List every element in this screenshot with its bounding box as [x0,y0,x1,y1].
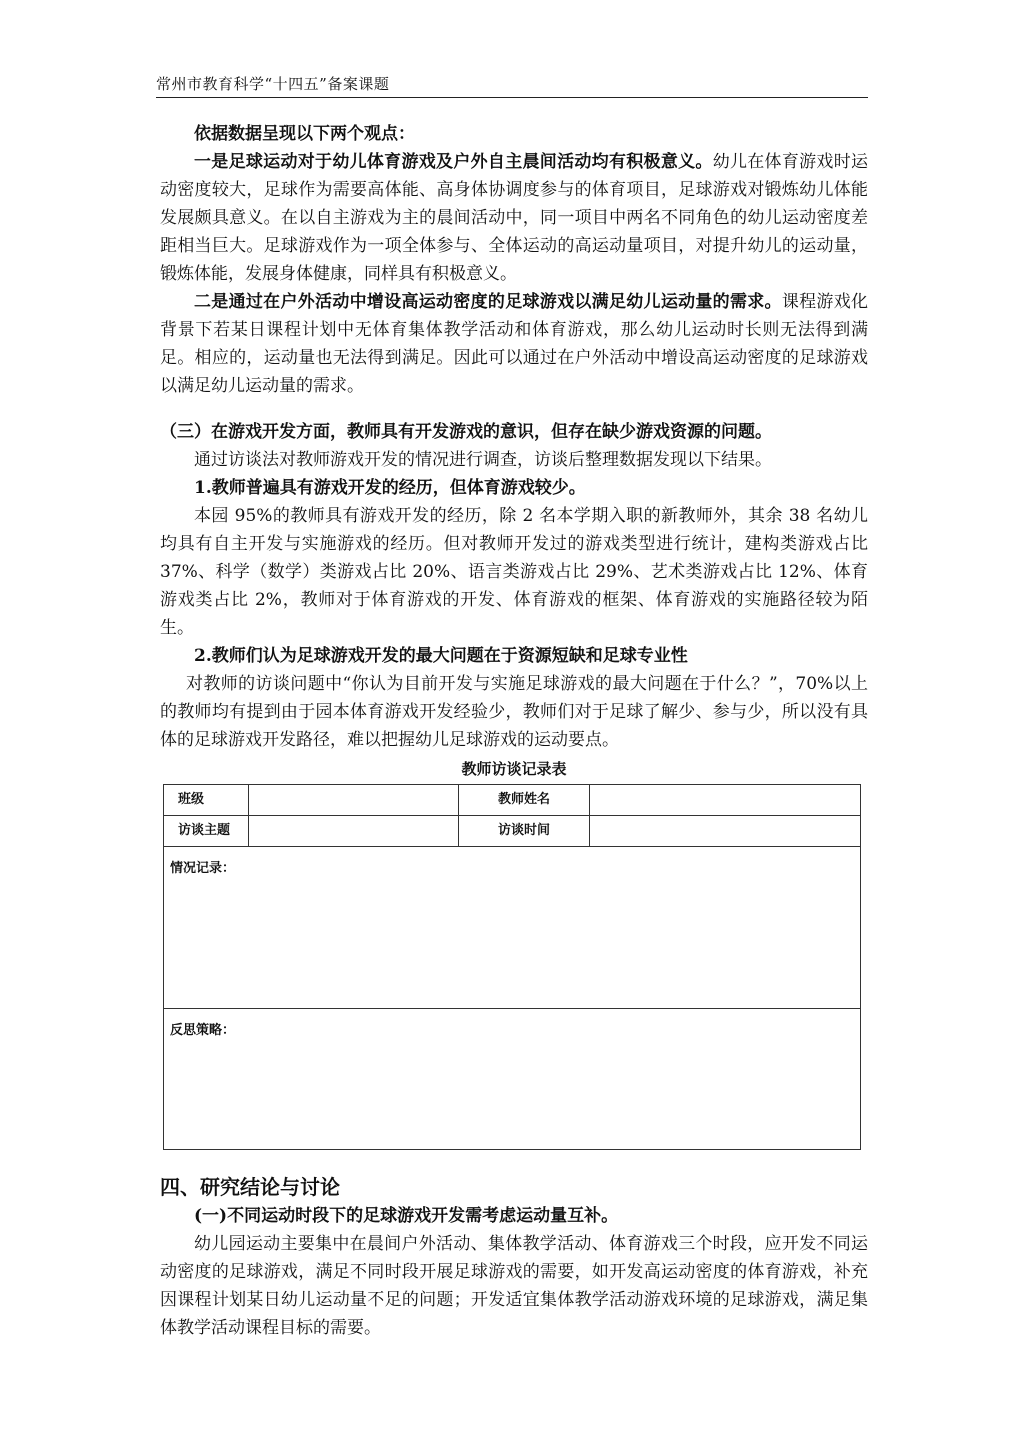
interview-record-table [163,784,861,1150]
section3-sub1-text: 本园 95%的教师具有游戏开发的经历，除 2 名本学期入职的新教师外，其余 38 名幼儿均具有自主开发与实施游戏的经历。但对教师开发过的游戏类型进行统计，建构类游戏占比 37%、科学（数学）类游戏占比 20%、语言类游戏占比 29%、艺术类游戏占比 12%、体育游戏类占比 2%，教师对于体育游戏的开发、体育游戏的框架、体育游戏的实施路径较为陌生。 [160,506,868,638]
view-paragraph-2 [160,288,868,400]
class-label: 班级 [164,785,249,816]
page-header: 常州市教育科学“十四五”备案课题 [156,75,390,93]
section3-sub2-text: 对教师的访谈问题中“你认为目前开发与实施足球游戏的最大问题在于什么？”，70%以上的教师均有提到由于园本体育游戏开发经验少，教师们对于足球了解少、参与少，所以没有具体的足球游戏开发路径，难以把握幼儿足球游戏的运动要点。 [160,674,868,750]
view-2-text: 课程游戏化背景下若某日课程计划中无体育集体教学活动和体育游戏，那么幼儿运动时长则无法得到满足。相应的，运动量也无法得到满足。因此可以通过在户外活动中增设高运动密度的足球游戏以满足幼儿运动量的需求。 [160,292,869,396]
spacer [160,1150,868,1172]
topic-value-cell [249,816,459,847]
view-1-text: 幼儿在体育游戏时运动密度较大，足球作为需要高体能、高身体协调度参与的体育项目，足球游戏对锻炼幼儿体能发展颇具意义。在以自主游戏为主的晨间活动中，同一项目中两名不同角色的幼儿运动密度差距相当巨大。足球游戏作为一项全体参与、全体运动的高运动量项目，对提升幼儿的运动量，锻炼体能，发展身体健康，同样具有积极意义。 [160,152,869,284]
header-divider [156,97,868,98]
table-title: 教师访谈记录表 [461,760,567,778]
section3-sub1-heading: 1.教师普遍具有游戏开发的经历，但体育游戏较少。 [194,478,586,498]
views-intro: 依据数据呈现以下两个观点： [194,124,415,144]
class-value-cell [249,785,459,816]
section3-intro: 通过访谈法对教师游戏开发的情况进行调查，访谈后整理数据发现以下结果。 [194,450,772,470]
teacher-name-label: 教师姓名 [459,785,590,816]
record-label: 情况记录： [170,861,236,876]
section4-heading: 四、研究结论与讨论 [160,1175,340,1199]
teacher-name-value-cell [590,785,861,816]
section3-heading: （三）在游戏开发方面，教师具有开发游戏的意识，但存在缺少游戏资源的问题。 [160,422,772,442]
section3-sub2-heading: 2.教师们认为足球游戏开发的最大问题在于资源短缺和足球专业性 [194,646,688,666]
view-2-bold: 二是通过在户外活动中增设高运动密度的足球游戏以满足幼儿运动量的需求。 [194,292,782,312]
time-label: 访谈时间 [459,816,590,847]
reflection-cell [164,1009,861,1150]
record-cell [164,847,861,1009]
section4-sub1-text: 幼儿园运动主要集中在晨间户外活动、集体教学活动、体育游戏三个时段，应开发不同运动密度的足球游戏，满足不同时段开展足球游戏的需要，如开发高运动密度的体育游戏，补充因课程计划某日幼儿运动量不足的问题；开发适宜集体教学活动游戏环境的足球游戏，满足集体教学活动课程目标的需要。 [160,1234,868,1338]
view-paragraph-1 [160,148,868,288]
section4-sub1-heading: (一)不同运动时段下的足球游戏开发需考虑运动量互补。 [194,1206,619,1226]
spacer [160,400,868,418]
reflection-label: 反思策略： [170,1023,236,1038]
document-body [160,120,868,1342]
topic-label: 访谈主题 [164,816,249,847]
time-value-cell [590,816,861,847]
view-1-bold: 一是足球运动对于幼儿体育游戏及户外自主晨间活动均有积极意义。 [194,152,713,172]
